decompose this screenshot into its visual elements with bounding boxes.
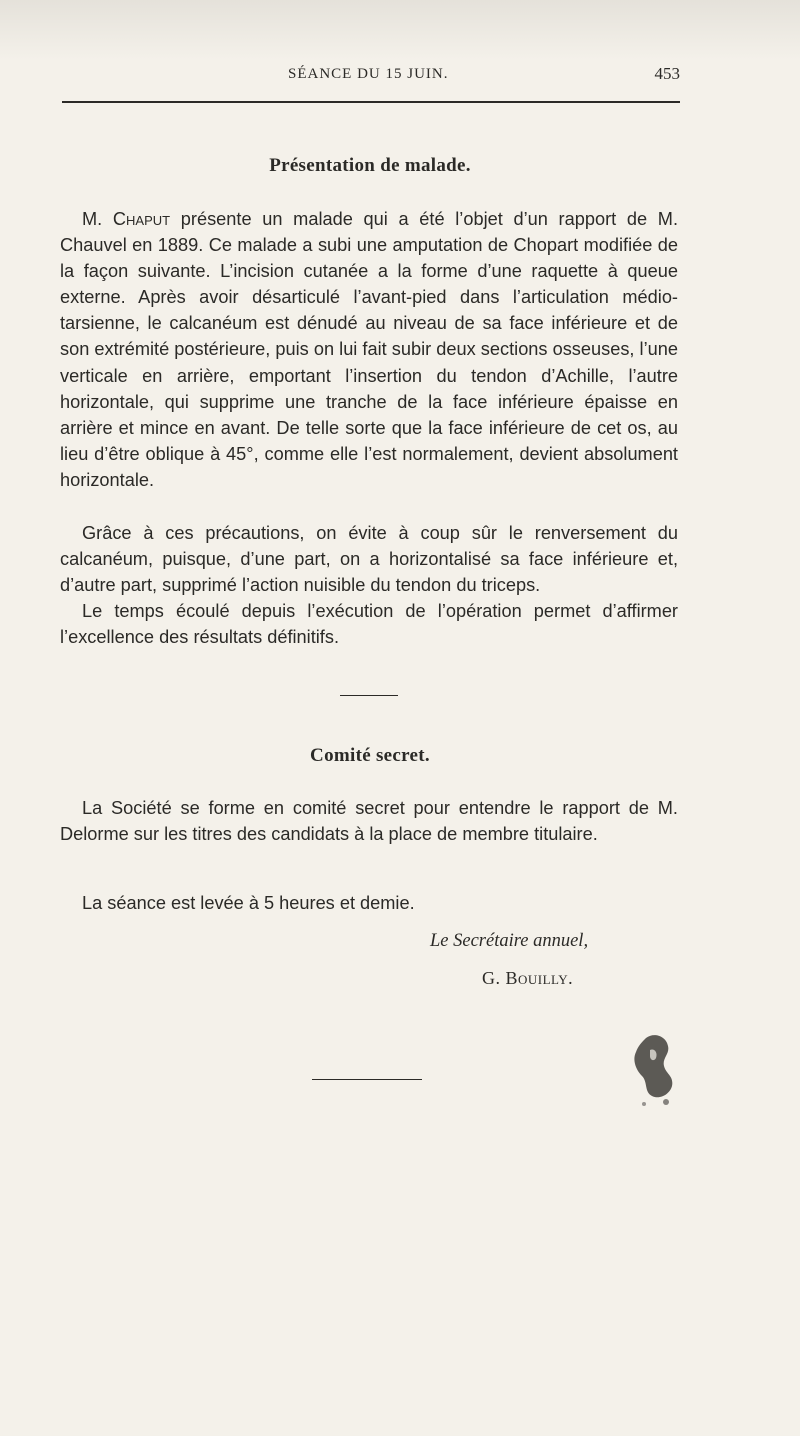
paragraph-comite: La Société se forme en comité secret pour entendre le rapport de M. Delorme sur les titres des candidats à la place de membre titulaire. (60, 798, 678, 845)
section-title-comite: Comité secret. (310, 745, 430, 766)
paragraph-precautions: Grâce à ces précautions, on évite à coup sûr le renversement du calcanéum, puisque, d’une part, on a horizontalisé sa face inférieure et, d’autre part, supprimé l’action nuisible du tendon du triceps. (60, 523, 678, 596)
end-rule (312, 1079, 422, 1080)
adjournment-line: La séance est levée à 5 heures et demie. (82, 893, 415, 913)
ink-stamp-mark-icon (626, 1030, 682, 1110)
header-rule (62, 101, 680, 103)
running-head: SÉANCE DU 15 JUIN. (288, 66, 449, 82)
section-separator (340, 695, 398, 696)
section-title-presentation: Présentation de malade. (269, 155, 471, 176)
paragraph-lead: M. (82, 209, 113, 229)
signature-name (482, 968, 573, 989)
paper-edge-shading (0, 0, 800, 60)
speaker-name: Chaput (112, 209, 171, 229)
page-number: 453 (654, 64, 680, 83)
paragraph-results: Le temps écoulé depuis l’exécution de l’opération permet d’affirmer l’excellence des résultats définitifs. (60, 601, 678, 648)
page-header (60, 62, 680, 92)
paragraph-text: présente un malade qui a été l’objet d’un rapport de M. Chauvel en 1889. Ce malade a subi une amputation de Chopart modifiée de la façon suivante. L’incision cutanée a la forme d’une raquette à queue externe. Après avoir désarticulé l’avant-pied dans l’articulation médio-tarsienne, le calcanéum est dénudé au niveau de sa face inférieure et de son extrémité postérieure, puis on lui fait subir deux sections osseuses, l’une verticale en arrière, emportant l’insertion du tendon d’Achille, l’autre horizontale, qui supprime une tranche de la face inférieure épaisse en arrière et mince en avant. De telle sorte que la face inférieure de cet os, au lieu d’être oblique à 45°, comme elle l’est normalement, devient absolument horizontale. (60, 209, 678, 490)
signature-role: Le Secrétaire annuel, (430, 931, 589, 951)
paragraph-chaput (60, 206, 678, 493)
signature-name-text: G. Bouilly. (482, 968, 574, 988)
